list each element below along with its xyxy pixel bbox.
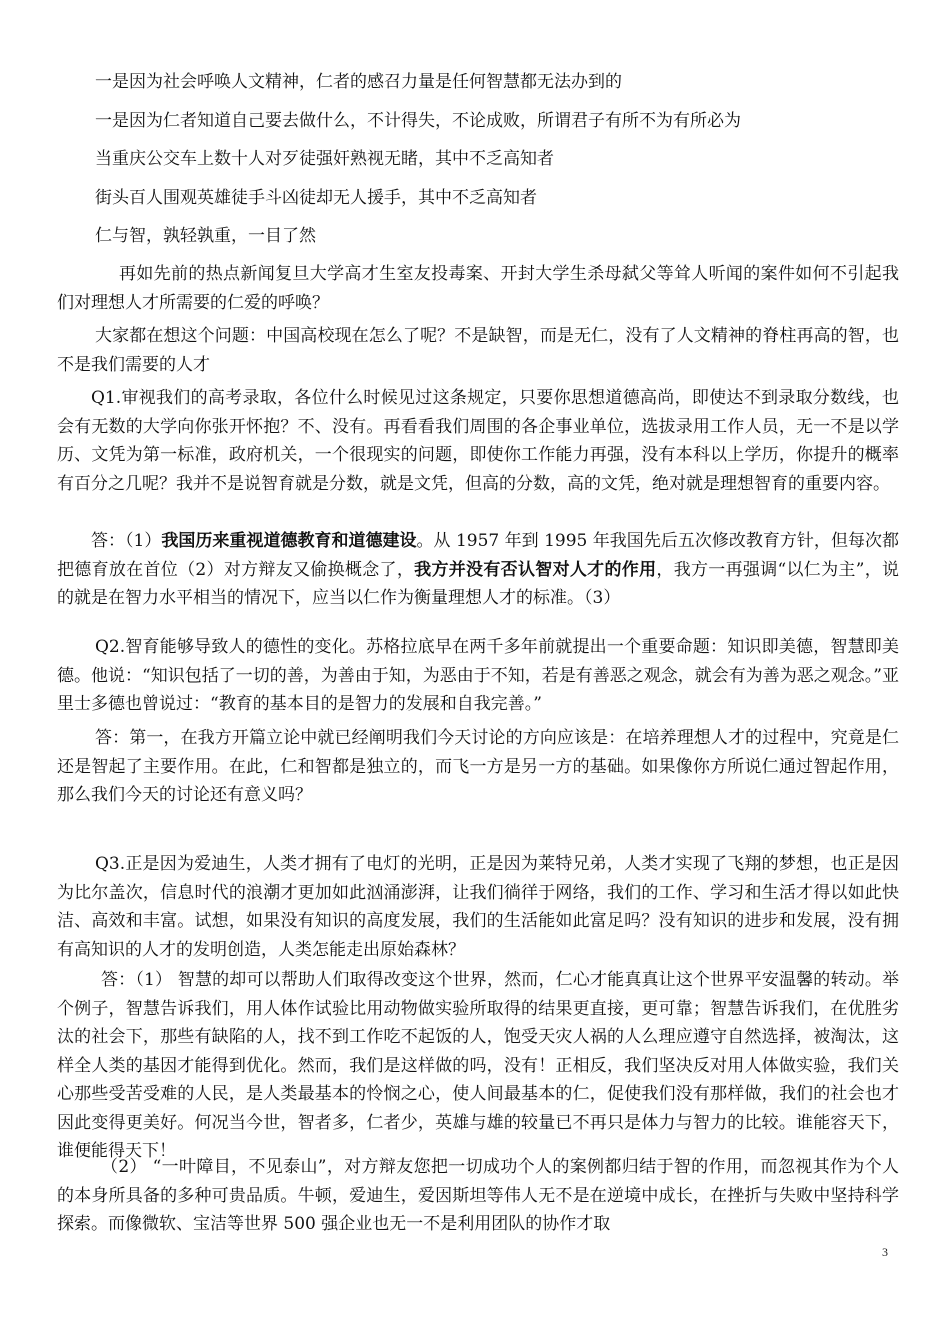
answer-paragraph: （2） “一叶障目，不见泰山”，对方辩友您把一切成功个人的案例都归结于智的作用，而忽视其作为个人的本身所具备的多种可贵品质。牛顿，爱迪生，爱因斯坦等伟人无不是在逆境中成长，在挫折与失败中坚持科学探索。而像微软、宝洁等世界 500 强企业也无一不是利用团队的协作才取 (57, 1157, 899, 1234)
text-line: 当重庆公交车上数十人对歹徒强奸熟视无睹，其中不乏高知者 (95, 149, 554, 169)
text-line: 街头百人围观英雄徒手斗凶徒却无人援手，其中不乏高知者 (95, 188, 537, 208)
answer-paragraph: 答：（1） 智慧的却可以帮助人们取得改变这个世界，然而，仁心才能真真让这个世界平安温馨的转动。举个例子，智慧告诉我们，用人体作试验比用动物做实验所取得的结果更直接，更可靠；智慧告诉我们，在优胜劣汰的社会下，那些有缺陷的人，找不到工作吃不起饭的人，饱受天灾人祸的人么理应遵守自然选择，被淘汰，这样全人类的基因才能得到优化。然而，我们是这样做的吗，没有！正相反，我们坚决反对用人体做实验，我们关心那些受苦受难的人民，是人类最基本的怜悯之心，使人间最基本的仁，促使我们没有那样做，我们的社会也才因此变得更美好。何况当今世，智者多，仁者少，英雄与雄的较量已不再只是体力与智力的比较。谁能容天下，谁便能得天下！ (57, 970, 899, 1161)
answer-text: ，我方一再强调“以仁为主”，说的就是在智力水平相当的情况下，应当以仁作为衡量理想人才的标准。（3） (57, 559, 899, 608)
paragraph: 再如先前的热点新闻复旦大学高才生室友投毒案、开封大学生杀母弑父等耸人听闻的案件如何不引起我们对理想人才所需要的仁爱的呼唤？ (57, 264, 899, 313)
answer-bold-text: 我方并没有否认智对人才的作用 (414, 559, 657, 580)
text-line: 一是因为仁者知道自己要去做什么，不计得失，不论成败，所谓君子有所不为有所必为 (95, 111, 741, 131)
text-line: 仁与智，孰轻孰重，一目了然 (95, 226, 316, 246)
page-number: 3 (882, 1245, 888, 1259)
answer-paragraph (57, 527, 899, 613)
text-line: 一是因为社会呼唤人文精神，仁者的感召力量是任何智慧都无法办到的 (95, 72, 622, 92)
answer-text: 。从 1957 年到 1995 年我国先后五次修改教育方针，但每次都把德育放在首位（2）对方辩友又偷换概念了， (57, 531, 899, 580)
paragraph: 大家都在想这个问题：中国高校现在怎么了呢？不是缺智，而是无仁，没有了人文精神的脊柱再高的智，也不是我们需要的人才 (57, 326, 899, 375)
question-paragraph: Q3.正是因为爱迪生，人类才拥有了电灯的光明，正是因为莱特兄弟，人类才实现了飞翔的梦想，也正是因为比尔盖次，信息时代的浪潮才更加如此汹涌澎湃，让我们徜徉于网络，我们的工作、学习和生活才得以如此快洁、高效和丰富。试想，如果没有知识的高度发展，我们的生活能如此富足吗？没有知识的进步和发展，没有拥有高知识的人才的发明创造，人类怎能走出原始森林？ (57, 854, 899, 960)
question-paragraph: Q2.智育能够导致人的德性的变化。苏格拉底早在两千多年前就提出一个重要命题：知识即美德，智慧即美德。他说：“知识包括了一切的善，为善由于知，为恶由于不知，若是有善恶之观念，就会有为善为恶之观念。”亚里士多德也曾说过：“教育的基本目的是智力的发展和自我完善。” (57, 637, 899, 714)
answer-text: 答：（1） (91, 531, 162, 551)
question-paragraph: Q1.审视我们的高考录取，各位什么时候见过这条规定，只要你思想道德高尚，即使达不到录取分数线，也会有无数的大学向你张开怀抱？不、没有。再看看我们周围的各企事业单位，选拔录用工作人员，无一不是以学历、文凭为第一标准，政府机关，一个很现实的问题，即使你工作能力再强，没有本科以上学历，你提升的概率有百分之几呢？我并不是说智育就是分数，就是文凭，但高的分数，高的文凭，绝对就是理想智育的重要内容。 (57, 388, 899, 494)
answer-paragraph: 答：第一，在我方开篇立论中就已经阐明我们今天讨论的方向应该是：在培养理想人才的过程中，究竟是仁还是智起了主要作用。在此，仁和智都是独立的，而飞一方是另一方的基础。如果像你方所说仁通过智起作用，那么我们今天的讨论还有意义吗？ (57, 728, 899, 805)
answer-bold-text: 我国历来重视道德教育和道德建设 (161, 531, 417, 551)
